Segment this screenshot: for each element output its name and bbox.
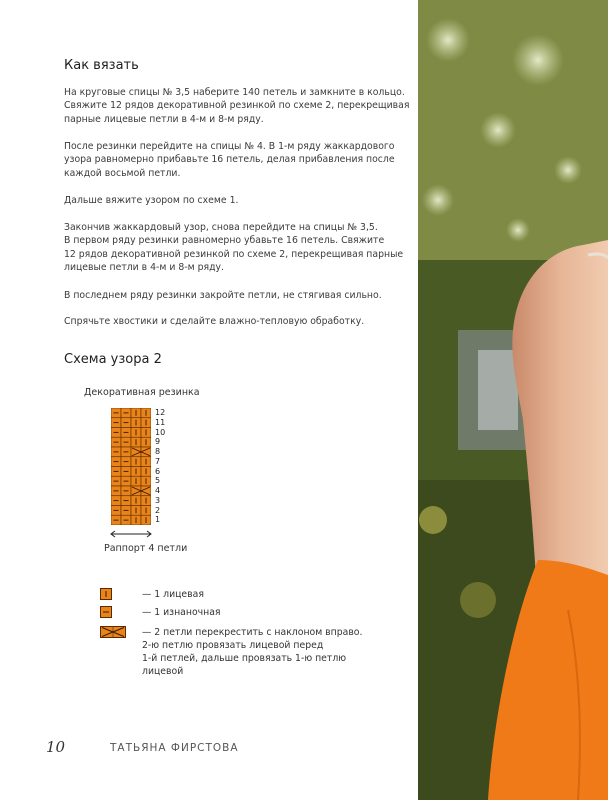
text-line: После резинки перейдите на спицы № 4. В 1-м ряду жаккардового	[64, 141, 395, 152]
row-number: 12	[155, 408, 166, 417]
paragraph-2	[64, 140, 404, 180]
photo-illustration	[418, 0, 608, 800]
row-number: 11	[155, 417, 166, 427]
row-number: 5	[155, 476, 161, 486]
scheme-subtitle: Декоративная резинка	[84, 387, 200, 398]
text-line: Спрячьте хвостики и сделайте влажно-тепловую обработку.	[64, 316, 365, 327]
legend-knit-text: — 1 лицевая	[142, 589, 204, 600]
heading-how-to-knit: Как вязать	[64, 58, 139, 73]
text-line: 12 рядов декоративной резинкой по схеме 2, перекрещивая парные	[64, 248, 404, 260]
row-number: 8	[155, 447, 161, 456]
row-number: 4	[155, 486, 161, 495]
row-number: 1	[155, 515, 161, 525]
legend-cross-line-4: лицевой	[142, 666, 184, 677]
text-line: каждой восьмой петли.	[64, 167, 181, 179]
rapport-label: Раппорт 4 петли	[104, 543, 188, 554]
page-number: 10	[46, 738, 66, 756]
row-numbers	[155, 408, 165, 525]
text-line: Свяжите 12 рядов декоративной резинкой по схеме 2, перекрещивая	[64, 100, 410, 112]
text-line: На круговые спицы № 3,5 наберите 140 петель и замкните в кольцо.	[64, 87, 405, 98]
paragraph-5	[64, 289, 404, 302]
text-line: лицевые петли в 4-м и 8-м ряду.	[64, 262, 224, 274]
text-line: узора равномерно прибавьте 16 петель, делая прибавления после	[64, 154, 395, 166]
paragraph-3	[64, 194, 404, 207]
heading-scheme-2: Схема узора 2	[64, 352, 162, 367]
row-number: 9	[155, 437, 161, 447]
knit-stitch-icon	[100, 588, 112, 600]
paragraph-4	[64, 221, 404, 275]
text-line: парные лицевые петли в 4-м и 8-м ряду.	[64, 113, 264, 125]
row-number: 2	[155, 505, 161, 515]
row-number: 10	[155, 427, 166, 437]
legend-purl-text: — 1 изнаночная	[142, 607, 221, 618]
text-line: Закончив жаккардовый узор, снова перейдите на спицы № 3,5.	[64, 222, 378, 233]
legend-cross-line-2: 2-ю петлю провязать лицевой перед	[142, 640, 324, 651]
text-line: В последнем ряду резинки закройте петли, не стягивая сильно.	[64, 290, 382, 301]
text-line: В первом ряду резинки равномерно убавьте 16 петель. Свяжите	[64, 235, 385, 247]
author-name: ТАТЬЯНА ФИРСТОВА	[110, 742, 239, 754]
repeat-arrow-icon	[108, 529, 154, 539]
row-number: 3	[155, 495, 161, 505]
paragraph-1	[64, 86, 410, 126]
photo-model-hand	[418, 0, 608, 800]
cross-stitch-icon	[100, 626, 126, 638]
row-number: 6	[155, 466, 161, 476]
knitting-chart	[111, 408, 151, 525]
purl-stitch-icon	[100, 606, 112, 618]
legend-cross-line-1: — 2 петли перекрестить с наклоном вправо.	[142, 627, 363, 638]
legend-cross-line-3: 1-й петлей, дальше провязать 1-ю петлю	[142, 653, 347, 664]
paragraph-6	[64, 315, 404, 328]
text-line: Дальше вяжите узором по схеме 1.	[64, 195, 239, 206]
row-number: 7	[155, 456, 161, 466]
